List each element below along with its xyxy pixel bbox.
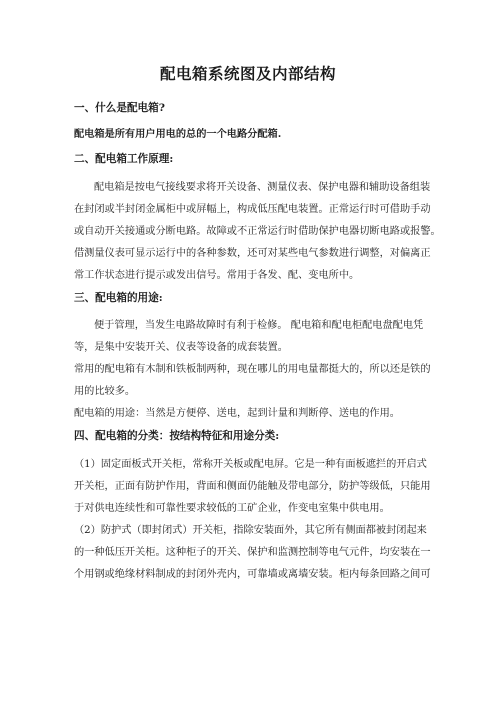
section-2-line: 配电箱是按电气接线要求将开关设备、测量仪表、保护电器和辅助设备组装 — [94, 182, 431, 193]
section-3-line: 常用的配电箱有木制和铁板制两种，现在哪儿的用电量都挺大的，所以还是铁的 — [74, 364, 431, 375]
section-1-heading: 一、什么是配电箱? — [74, 102, 165, 114]
section-2-line: 或自动开关接通或分断电路。故障或不正常运行时借助保护电器切断电路或报警。 — [74, 226, 441, 237]
section-3-line: 配电箱的用途：当然是方便停、送电，起到计量和判断停、送电的作用。 — [74, 408, 400, 419]
section-3-line: 用的比较多。 — [74, 386, 136, 397]
page-title: 配电箱系统图及内部结构 — [159, 64, 336, 83]
section-2-line: 常工作状态进行提示或发出信号。常用于各发、配、变电所中。 — [74, 270, 360, 281]
section-3-line: 便于管理，当发生电路故障时有利于检修。 配电箱和配电柜配电盘配电凭 — [94, 320, 424, 331]
section-4-line: 于对供电连续性和可靠性要求较低的工矿企业，作变电室集中供电用。 — [74, 503, 390, 514]
section-4-line: 的一种低压开关柜。这种柜子的开关、保护和监测控制等电气元件，均安装在一 — [74, 547, 431, 558]
section-4-line: （2）防护式（即封闭式）开关柜，指除安装面外，其它所有侧面都被封闭起来 — [74, 525, 427, 536]
section-4-line: （1）固定面板式开关柜，常称开关板或配电屏。它是一种有面板遮拦的开启式 — [74, 459, 427, 470]
section-2-heading: 二、配电箱工作原理: — [74, 153, 174, 165]
section-3-line: 等，是集中安装开关、仪表等设备的成套装置。 — [74, 342, 288, 353]
section-4-heading: 四、配电箱的分类：按结构特征和用途分类: — [74, 430, 280, 442]
section-4-line: 开关柜，正面有防护作用，背面和侧面仍能触及带电部分，防护等级低，只能用 — [74, 481, 431, 492]
section-4-line: 个用钢或绝缘材料制成的封闭外壳内，可靠墙或离墙安装。柜内每条回路之间可 — [74, 569, 431, 580]
section-2-line: 借测量仪表可显示运行中的各种参数，还可对某些电气参数进行调整，对偏离正 — [74, 248, 431, 259]
section-3-heading: 三、配电箱的用途: — [74, 292, 163, 304]
section-2-line: 在封闭或半封闭金属柜中或屏幅上，构成低压配电装置。正常运行时可借助手动 — [74, 204, 431, 215]
section-1-line: 配电箱是所有用户用电的总的一个电路分配箱. — [74, 128, 282, 140]
